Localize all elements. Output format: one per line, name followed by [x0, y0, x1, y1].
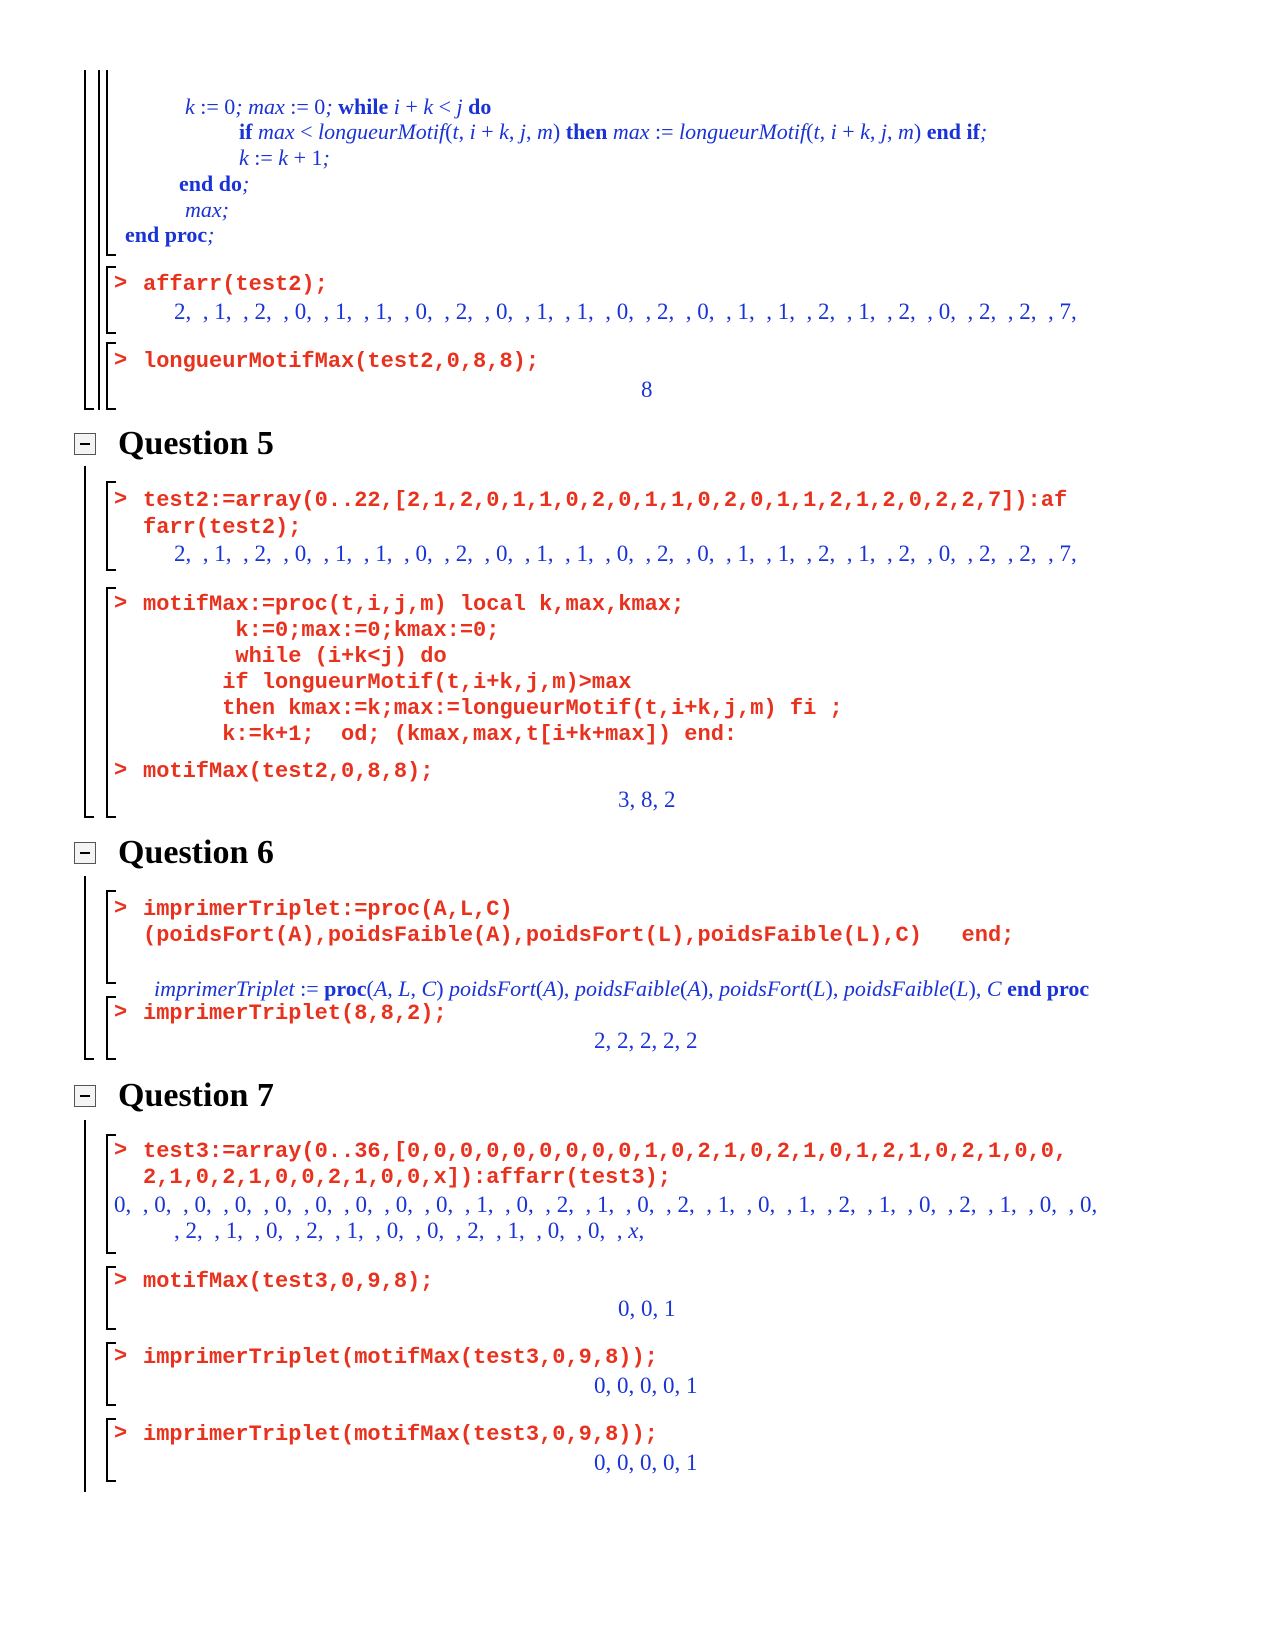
- output-array-line-2: , 2, , 1, , 0, , 2, , 1, , 0, , 0, , 2, , 1, , 0, , 0, , x,: [174, 1218, 645, 1243]
- section-title-question-6: Question 6: [118, 834, 274, 871]
- exec-group-bracket-foot: [106, 1328, 116, 1330]
- exec-group-bracket-top: [106, 266, 116, 268]
- input-command-line-2[interactable]: 2,1,0,2,1,0,0,2,1,0,0,x]):affarr(test3);: [143, 1165, 672, 1190]
- proc-line-6: end proc;: [125, 222, 215, 247]
- exec-group-bracket-top: [106, 481, 116, 483]
- prompt: >: [114, 1000, 128, 1025]
- minus-box-icon: [80, 1095, 90, 1097]
- prompt: >: [114, 271, 128, 296]
- input-command[interactable]: imprimerTriplet(motifMax(test3,0,9,8));: [143, 1422, 658, 1447]
- exec-group-bracket-top: [106, 342, 116, 344]
- output-value: 2, 2, 2, 2, 2: [594, 1028, 698, 1053]
- proc-line-5: max;: [185, 197, 229, 222]
- prompt: >: [114, 487, 128, 512]
- minus-box-icon: [80, 443, 90, 445]
- input-command[interactable]: longueurMotifMax(test2,0,8,8);: [143, 349, 540, 374]
- section-bracket-foot: [84, 1058, 94, 1060]
- exec-group-bracket: [106, 268, 108, 334]
- output-value: 0, 0, 1: [618, 1296, 676, 1321]
- exec-group-bracket-top: [106, 1418, 116, 1420]
- input-command-line-2[interactable]: k:=0;max:=0;kmax:=0;: [143, 618, 500, 643]
- inner-section-bracket: [98, 70, 100, 410]
- section-bracket-foot: [84, 816, 94, 818]
- exec-group-bracket: [106, 483, 108, 571]
- exec-group-bracket-foot: [106, 408, 116, 410]
- exec-group-bracket-foot: [106, 569, 116, 571]
- output-value: 0, 0, 0, 0, 1: [594, 1450, 698, 1475]
- input-command[interactable]: imprimerTriplet(motifMax(test3,0,9,8));: [143, 1345, 658, 1370]
- input-command-line-1[interactable]: test3:=array(0..36,[0,0,0,0,0,0,0,0,0,1,0,2,1,0,2,1,0,1,2,1,0,2,1,0,0,: [143, 1139, 1068, 1164]
- input-command-line-1[interactable]: motifMax:=proc(t,i,j,m) local k,max,kmax;: [143, 592, 685, 617]
- outer-section-bracket: [84, 70, 86, 410]
- exec-group-bracket-top: [106, 587, 116, 589]
- input-command-line-5[interactable]: then kmax:=k;max:=longueurMotif(t,i+k,j,m) fi ;: [143, 696, 843, 721]
- exec-group-bracket: [106, 344, 108, 410]
- exec-group-bracket-top: [106, 996, 116, 998]
- input-command-line-1[interactable]: imprimerTriplet:=proc(A,L,C): [143, 897, 513, 922]
- exec-group-bracket-foot: [106, 1480, 116, 1482]
- proc-line-2: if max < longueurMotif(t, i + k, j, m) then max := longueurMotif(t, i + k, j, m) end if;: [239, 119, 988, 144]
- input-command[interactable]: motifMax(test3,0,9,8);: [143, 1269, 434, 1294]
- section-bracket: [84, 466, 86, 818]
- section-title-question-5: Question 5: [118, 425, 274, 462]
- minus-box-icon: [80, 852, 90, 854]
- input-command-line-2[interactable]: farr(test2);: [143, 515, 302, 540]
- output-value: 0, 0, 0, 0, 1: [594, 1373, 698, 1398]
- output-proc-definition: imprimerTriplet := proc(A, L, C) poidsFort(A), poidsFaible(A), poidsFort(L), poidsFaible(L), C end proc: [154, 976, 1090, 1001]
- exec-group-bracket-foot: [106, 1404, 116, 1406]
- input-command[interactable]: imprimerTriplet(8,8,2);: [143, 1001, 447, 1026]
- exec-group-bracket-foot: [106, 332, 116, 334]
- section-bracket: [84, 1120, 86, 1492]
- prompt: >: [114, 591, 128, 616]
- input-command-line-4[interactable]: if longueurMotif(t,i+k,j,m)>max: [143, 670, 632, 695]
- exec-group-bracket: [106, 1420, 108, 1482]
- prompt: >: [114, 1344, 128, 1369]
- exec-group-bracket: [106, 892, 108, 984]
- exec-group-bracket-top: [106, 1134, 116, 1136]
- input-command[interactable]: motifMax(test2,0,8,8);: [143, 759, 434, 784]
- output-value: 8: [641, 377, 653, 402]
- prompt: >: [114, 1268, 128, 1293]
- prompt: >: [114, 1421, 128, 1446]
- section-title-question-7: Question 7: [118, 1077, 274, 1114]
- exec-group-bracket-foot: [106, 1252, 116, 1254]
- input-command-line-1[interactable]: test2:=array(0..22,[2,1,2,0,1,1,0,2,0,1,1,0,2,0,1,1,2,1,2,0,2,2,7]):af: [143, 488, 1068, 513]
- proc-line-4: end do;: [179, 171, 250, 196]
- prompt: >: [114, 348, 128, 373]
- proc-line-1: k := 0; max := 0; while i + k < j do: [185, 94, 492, 119]
- exec-group-bracket: [106, 998, 108, 1060]
- output-array: 2, , 1, , 2, , 0, , 1, , 1, , 0, , 2, , 0, , 1, , 1, , 0, , 2, , 0, , 1, , 1, , 2, , 1, , 2, , 0, , 2, , 2, , 7,: [174, 299, 1077, 324]
- output-value: 3, 8, 2: [618, 787, 676, 812]
- exec-group-bracket: [106, 1344, 108, 1406]
- collapse-toggle[interactable]: [74, 842, 96, 864]
- input-command[interactable]: affarr(test2);: [143, 272, 328, 297]
- section-bracket: [84, 876, 86, 1060]
- exec-group-bracket-top: [106, 890, 116, 892]
- collapse-toggle[interactable]: [74, 433, 96, 455]
- proc-group-bracket-foot: [106, 254, 116, 256]
- output-array: 2, , 1, , 2, , 0, , 1, , 1, , 0, , 2, , 0, , 1, , 1, , 0, , 2, , 0, , 1, , 1, , 2, , 1, , 2, , 0, , 2, , 2, , 7,: [174, 541, 1077, 566]
- input-command-line-6[interactable]: k:=k+1; od; (kmax,max,t[i+k+max]) end:: [143, 722, 738, 747]
- input-command-line-3[interactable]: while (i+k<j) do: [143, 644, 447, 669]
- output-array-line-1: 0, , 0, , 0, , 0, , 0, , 0, , 0, , 0, , 0, , 1, , 0, , 2, , 1, , 0, , 2, , 1, , 0, , 1, , 2, , 1, , 0, , 2, , 1, , 0, , 0,: [114, 1192, 1098, 1217]
- exec-group-bracket-foot: [106, 982, 116, 984]
- proc-line-3: k := k + 1;: [239, 145, 330, 170]
- exec-group-bracket: [106, 1136, 108, 1254]
- prompt: >: [114, 758, 128, 783]
- exec-group-bracket: [106, 589, 108, 817]
- collapse-toggle[interactable]: [74, 1085, 96, 1107]
- exec-group-bracket-foot: [106, 816, 116, 818]
- prompt: >: [114, 896, 128, 921]
- exec-group-bracket: [106, 1268, 108, 1330]
- exec-group-bracket-foot: [106, 1058, 116, 1060]
- proc-group-bracket: [106, 70, 108, 256]
- bracket-foot: [84, 408, 94, 410]
- prompt: >: [114, 1138, 128, 1163]
- input-command-line-2[interactable]: (poidsFort(A),poidsFaible(A),poidsFort(L),poidsFaible(L),C) end;: [143, 923, 1015, 948]
